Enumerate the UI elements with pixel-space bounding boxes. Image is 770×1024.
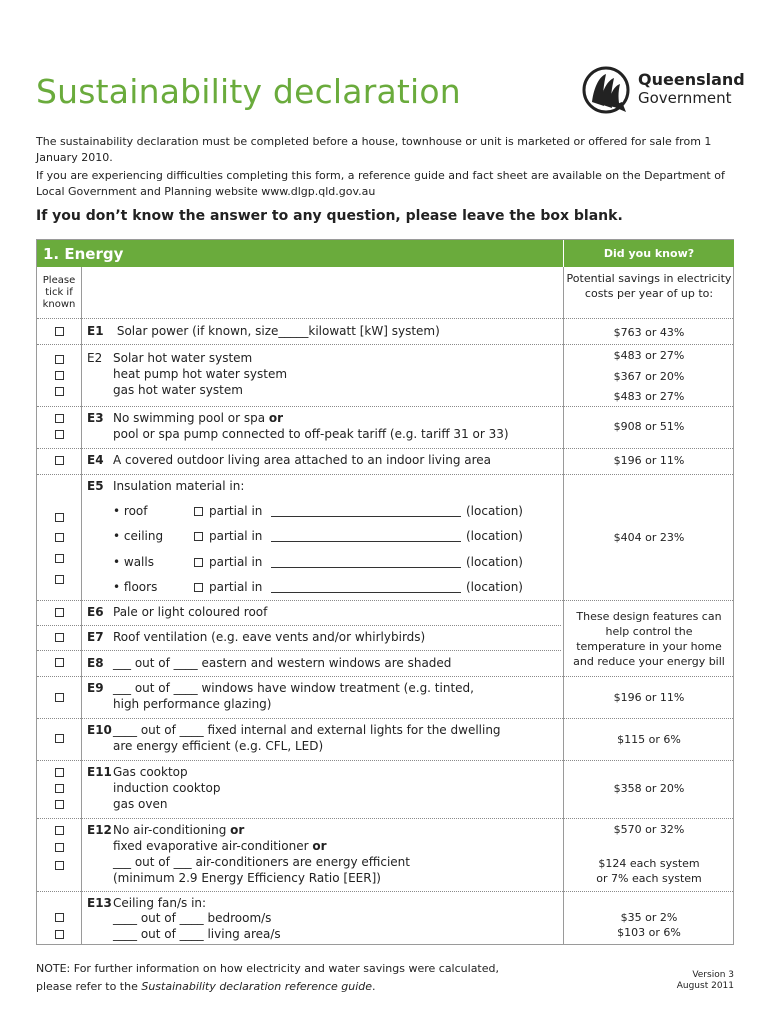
e5-partial-floors-checkbox[interactable] <box>194 583 203 592</box>
e12-line1-text: No air-conditioning <box>113 823 231 837</box>
e5-floors-location-input[interactable] <box>271 582 461 593</box>
e1-text <box>87 324 440 338</box>
e5-roof-location-input[interactable] <box>271 506 461 517</box>
e1-code: E1 <box>87 324 104 338</box>
e7-label: Roof ventilation (e.g. eave vents and/or whirlybirds) <box>113 630 426 644</box>
e6-code: E6 <box>87 605 104 619</box>
e7-code: E7 <box>87 630 104 644</box>
e11-code: E11 <box>87 765 112 779</box>
e3-line1-text: No swimming pool or spa <box>113 411 269 425</box>
e2-checkbox-gas[interactable] <box>55 387 64 396</box>
e12-or: or <box>312 839 327 853</box>
e8-code: E8 <box>87 656 104 670</box>
e2-saving: $367 or 20% <box>613 370 685 383</box>
e2-saving: $483 or 27% <box>613 390 685 403</box>
e3-code: E3 <box>87 411 104 425</box>
e5-partial-label: partial in <box>209 580 263 594</box>
e5-checkbox-ceiling[interactable] <box>55 533 64 542</box>
did-you-know-header <box>564 240 734 267</box>
qld-emblem-icon <box>582 66 632 114</box>
savings-intro: Potential savings in electricity costs per year of up to: <box>566 272 732 300</box>
e5-label: Insulation material in: <box>113 479 245 493</box>
e13-code: E13 <box>87 896 112 910</box>
e11-line: induction cooktop <box>113 781 221 795</box>
e11-checkbox-gas-cooktop[interactable] <box>55 768 64 777</box>
e3-checkbox-no-pool[interactable] <box>55 414 64 423</box>
footnote-line2-post: . <box>372 980 376 993</box>
e5-location-label: (location) <box>466 580 523 594</box>
intro-text <box>36 134 726 202</box>
e5-partial-label: partial in <box>209 504 263 518</box>
footnote-line1: NOTE: For further information on how electricity and water savings were calculated, <box>36 962 499 975</box>
column-divider <box>81 267 82 944</box>
e12-or: or <box>230 823 245 837</box>
version-number: Version 3 <box>692 970 734 980</box>
e10-line2: are energy efficient (e.g. CFL, LED) <box>113 739 324 753</box>
e12-checkbox-no-ac[interactable] <box>55 826 64 835</box>
section-heading: 1. Energy <box>43 245 124 263</box>
footnote-line2 <box>36 978 499 996</box>
e12-checkbox-evaporative[interactable] <box>55 843 64 852</box>
row-separator <box>37 406 733 407</box>
e5-partial-roof-checkbox[interactable] <box>194 507 203 516</box>
row-separator <box>37 818 733 819</box>
e2-code: E2 <box>87 351 103 365</box>
reference-guide-title: Sustainability declaration reference guide <box>141 980 373 993</box>
e3-line1 <box>87 411 283 425</box>
e11-saving: $358 or 20% <box>613 782 685 795</box>
logo-text-line1: Queensland <box>638 70 745 89</box>
e9-saving: $196 or 11% <box>613 691 685 704</box>
e12-code: E12 <box>87 823 112 837</box>
e9-code: E9 <box>87 681 104 695</box>
row-separator <box>37 718 733 719</box>
e6-label: Pale or light coloured roof <box>113 605 268 619</box>
e12-saving: $570 or 32% <box>613 823 685 836</box>
e5-item-walls: • walls <box>113 555 154 569</box>
e11-line-text: Gas cooktop <box>113 765 188 779</box>
e5-location-label: (location) <box>466 504 523 518</box>
e10-line1 <box>87 723 501 737</box>
row-separator <box>37 318 733 319</box>
footnote-line2-pre: please refer to the <box>36 980 142 993</box>
e8-checkbox[interactable] <box>55 658 64 667</box>
logo-text-line2: Government <box>638 89 732 107</box>
queensland-government-logo <box>582 66 745 114</box>
e5-location-label: (location) <box>466 555 523 569</box>
e13-line-text: Ceiling fan/s in: <box>113 896 207 910</box>
instruction-heading: If you don’t know the answer to any question, please leave the box blank. <box>36 208 623 224</box>
e5-item-roof: • roof <box>113 504 148 518</box>
e9-line2: high performance glazing) <box>113 697 272 711</box>
e12-checkbox-efficient-ac[interactable] <box>55 861 64 870</box>
e6-text <box>87 605 267 619</box>
e12-line3: ___ out of ___ air-conditioners are energy efficient <box>113 855 410 869</box>
e11-line1 <box>87 765 188 779</box>
e12-saving-per-system: $124 each system <box>598 857 700 870</box>
e12-line2 <box>113 839 327 853</box>
e5-ceiling-location-input[interactable] <box>271 531 461 542</box>
row-separator <box>37 650 561 651</box>
e10-line1-text: ____ out of ____ fixed internal and external lights for the dwelling <box>113 723 501 737</box>
e2-checkbox-solar[interactable] <box>55 355 64 364</box>
e12-saving-percent: or 7% each system <box>596 872 702 885</box>
e1-label: Solar power (if known, size_____kilowatt [kW] system) <box>116 324 440 338</box>
row-separator <box>37 676 733 677</box>
e10-code: E10 <box>87 723 112 737</box>
e5-code: E5 <box>87 479 104 493</box>
row-separator <box>37 625 561 626</box>
e8-label: ___ out of ____ eastern and western windows are shaded <box>113 656 452 670</box>
version-info <box>677 970 734 992</box>
row-separator <box>37 344 733 345</box>
e2-line: gas hot water system <box>113 383 243 397</box>
tick-column-label: Please tick if known <box>42 275 76 310</box>
e10-saving: $115 or 6% <box>617 733 681 746</box>
e13-line: ____ out of ____ bedroom/s <box>113 911 272 925</box>
e7-text <box>87 630 425 644</box>
e12-line2-text: fixed evaporative air-conditioner <box>113 839 313 853</box>
e13-saving: $103 or 6% <box>617 926 681 939</box>
version-date: August 2011 <box>676 981 734 991</box>
e9-line1-text: ___ out of ____ windows have window treatment (e.g. tinted, <box>113 681 474 695</box>
row-separator <box>37 474 733 475</box>
e5-checkbox-walls[interactable] <box>55 554 64 563</box>
e8-text <box>87 656 451 670</box>
design-features-note: These design features can help control the temperature in your home and reduce your energy bill <box>573 610 725 668</box>
e13-saving: $35 or 2% <box>620 911 678 924</box>
row-separator <box>37 600 733 601</box>
e5-walls-location-input[interactable] <box>271 557 461 568</box>
e4-saving: $196 or 11% <box>613 454 685 467</box>
e3-line2: pool or spa pump connected to off-peak tariff (e.g. tariff 31 or 33) <box>113 427 509 441</box>
intro-paragraph: If you are experiencing difficulties completing this form, a reference guide and fact sheet are available on the Department of Local Government and Planning website www.dlgp.qld.gov.au <box>36 169 725 198</box>
e13-line1 <box>87 896 206 910</box>
e4-code: E4 <box>87 453 104 467</box>
did-you-know-heading: Did you know? <box>603 247 695 260</box>
e7-checkbox[interactable] <box>55 633 64 642</box>
e3-saving: $908 or 51% <box>613 420 685 433</box>
e3-or: or <box>268 411 284 425</box>
e13-checkbox-bedrooms[interactable] <box>55 913 64 922</box>
e1-checkbox[interactable] <box>55 327 64 336</box>
energy-table <box>36 239 734 945</box>
e5-partial-label: partial in <box>209 555 263 569</box>
e2-saving: $483 or 27% <box>613 349 685 362</box>
e5-checkbox-floors[interactable] <box>55 575 64 584</box>
e6-checkbox[interactable] <box>55 608 64 617</box>
e5-checkbox-roof[interactable] <box>55 513 64 522</box>
e13-line: ____ out of ____ living area/s <box>113 927 281 941</box>
e5-partial-ceiling-checkbox[interactable] <box>194 532 203 541</box>
section-header <box>37 240 563 267</box>
e11-checkbox-gas-oven[interactable] <box>55 800 64 809</box>
e5-item-floors: • floors <box>113 580 158 594</box>
e4-checkbox[interactable] <box>55 456 64 465</box>
e13-checkbox-living[interactable] <box>55 930 64 939</box>
e10-checkbox[interactable] <box>55 734 64 743</box>
e2-checkbox-heat-pump[interactable] <box>55 371 64 380</box>
e4-text <box>87 453 491 467</box>
e2-line: Solar hot water system <box>113 351 253 365</box>
e11-checkbox-induction[interactable] <box>55 784 64 793</box>
intro-paragraph: The sustainability declaration must be completed before a house, townhouse or unit is marketed or offered for sale from 1 January 2010. <box>36 135 712 164</box>
footnote <box>36 960 499 996</box>
e11-line: gas oven <box>113 797 168 811</box>
e5-saving: $404 or 23% <box>613 531 685 544</box>
e2-line: heat pump hot water system <box>113 367 288 381</box>
e5-item-ceiling: • ceiling <box>113 529 164 543</box>
e9-checkbox[interactable] <box>55 693 64 702</box>
e1-saving: $763 or 43% <box>613 326 685 339</box>
e5-text <box>87 479 244 493</box>
e12-line1 <box>87 823 244 837</box>
e9-line1 <box>87 681 474 695</box>
e5-partial-walls-checkbox[interactable] <box>194 558 203 567</box>
row-separator <box>37 760 733 761</box>
e5-location-label: (location) <box>466 529 523 543</box>
e3-checkbox-pool-pump[interactable] <box>55 430 64 439</box>
e12-line4: (minimum 2.9 Energy Efficiency Ratio [EER]) <box>113 871 381 885</box>
e4-label: A covered outdoor living area attached to an indoor living area <box>113 453 492 467</box>
page-title: Sustainability declaration <box>36 72 461 111</box>
row-separator <box>37 891 733 892</box>
e5-partial-label: partial in <box>209 529 263 543</box>
row-separator <box>37 448 733 449</box>
